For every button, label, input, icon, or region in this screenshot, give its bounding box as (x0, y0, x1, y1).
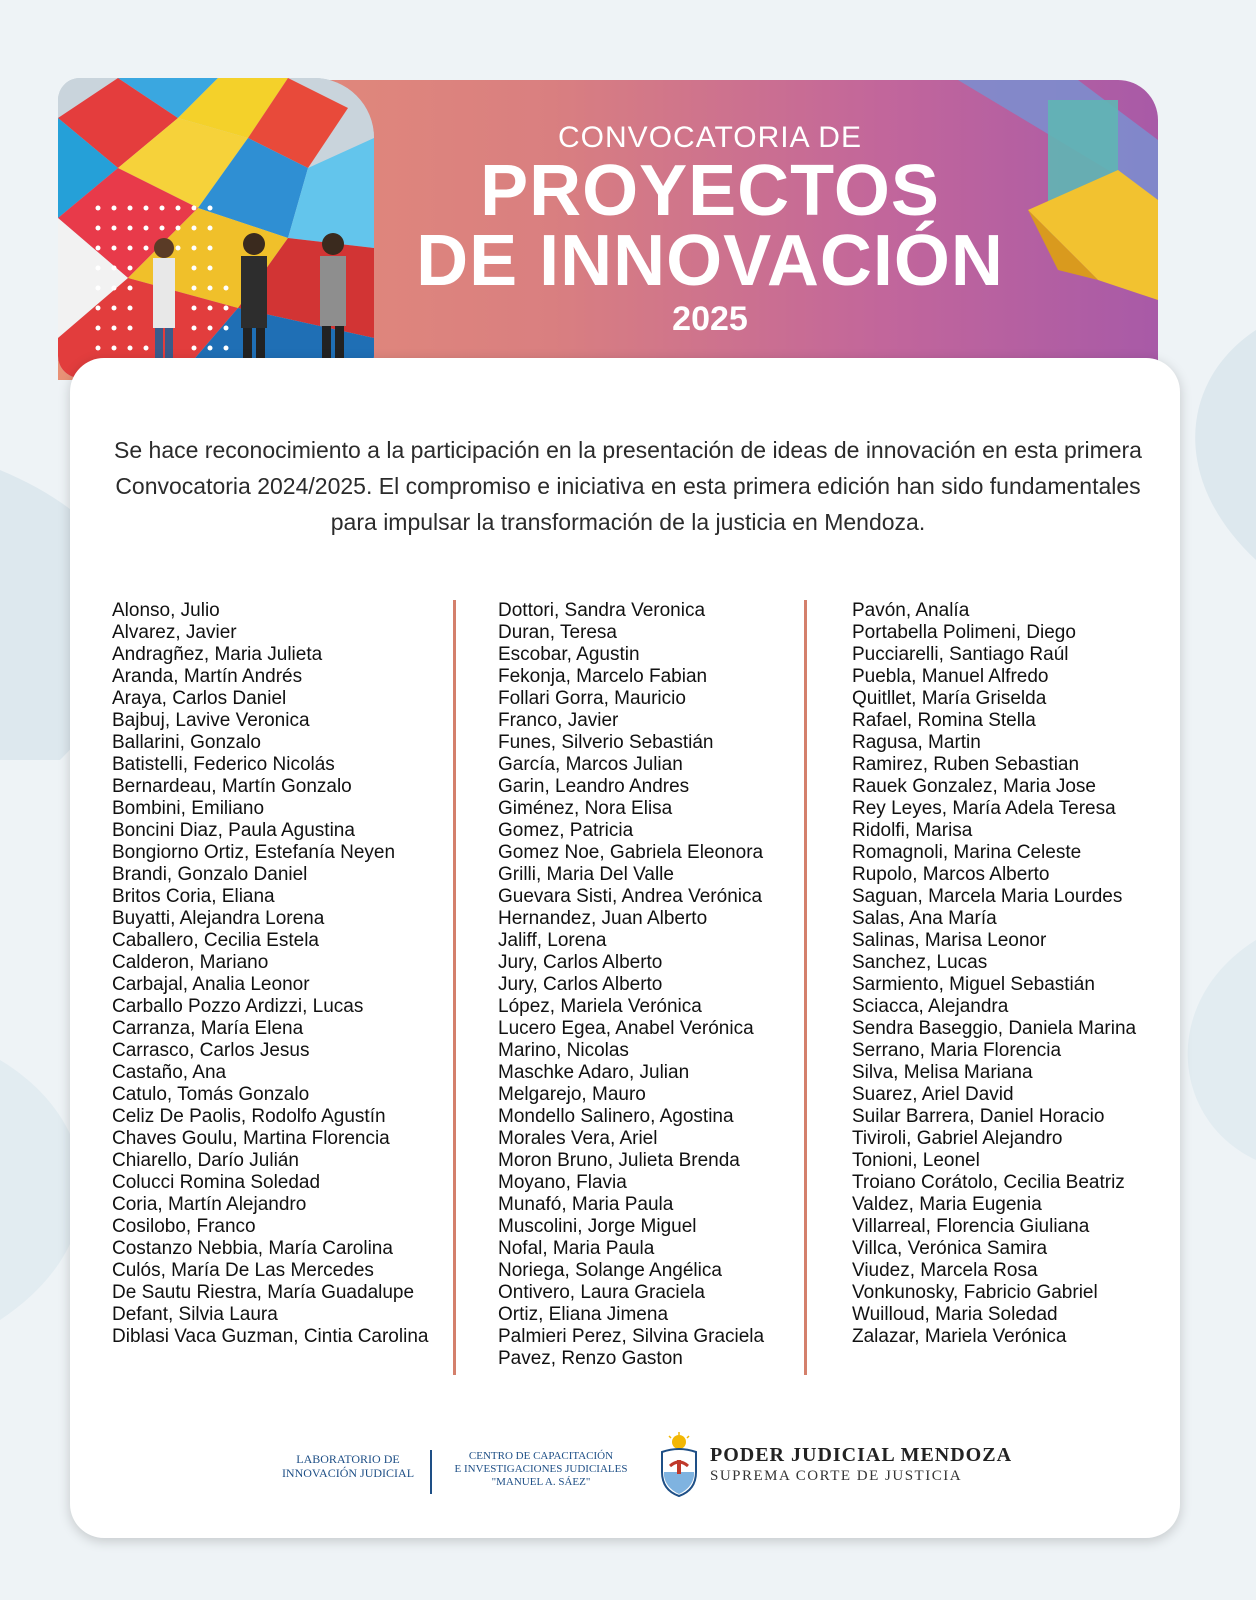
participant-name: Rafael, Romina Stella (852, 710, 1036, 731)
participant-name: Troiano Corátolo, Cecilia Beatriz (852, 1172, 1125, 1193)
participant-name: Jaliff, Lorena (498, 930, 607, 951)
participant-name: Ragusa, Martin (852, 732, 981, 753)
participant-name: Romagnoli, Marina Celeste (852, 842, 1082, 863)
participant-name: Calderon, Mariano (112, 952, 269, 973)
geodesic-sculpture-image (58, 78, 374, 378)
participant-name: Marino, Nicolas (498, 1040, 629, 1061)
intro-paragraph: Se hace reconocimiento a la participación en la presentación de ideas de innovación en esta primera Convocatoria 2024/2025. El compromiso e iniciativa en esta primera edición han sido fundamentales para impulsar la transformación de la justicia en Mendoza. (114, 437, 1142, 535)
participant-name: Buyatti, Alejandra Lorena (112, 908, 325, 929)
participant-name: Quitllet, María Griselda (852, 688, 1047, 709)
participant-name: Diblasi Vaca Guzman, Cintia Carolina (112, 1326, 429, 1347)
participant-name: De Sautu Riestra, María Guadalupe (112, 1282, 415, 1303)
mendoza-coat-of-arms-icon (656, 1432, 702, 1498)
participant-name: Carbajal, Analia Leonor (112, 974, 310, 995)
participant-name: Hernandez, Juan Alberto (498, 908, 708, 929)
participant-name: Giménez, Nora Elisa (498, 798, 673, 819)
participant-name: Alonso, Julio (112, 600, 220, 621)
participant-name: Andragñez, Maria Julieta (112, 644, 323, 665)
participant-name: Ortiz, Eliana Jimena (498, 1304, 669, 1325)
participant-name: Pavez, Renzo Gaston (498, 1348, 683, 1369)
participant-name: Araya, Carlos Daniel (112, 688, 287, 709)
participant-name: Villarreal, Florencia Giuliana (852, 1216, 1090, 1237)
participant-name: Sarmiento, Miguel Sebastián (852, 974, 1095, 995)
lab-line-1: LABORATORIO DE (296, 1452, 400, 1466)
participant-name: López, Mariela Verónica (498, 996, 702, 1017)
participant-name: Chaves Goulu, Martina Florencia (112, 1128, 390, 1149)
centro-line-1: CENTRO DE CAPACITACIÓN (468, 1450, 614, 1462)
participant-name: Garin, Leandro Andres (498, 776, 690, 797)
participant-name: Carranza, María Elena (112, 1018, 304, 1039)
participant-name: Noriega, Solange Angélica (498, 1260, 722, 1281)
participant-name: Britos Coria, Eliana (112, 886, 275, 907)
participant-name: García, Marcos Julian (498, 754, 683, 775)
participants-column-2 (498, 600, 764, 1370)
participant-name: Suilar Barrera, Daniel Horacio (852, 1106, 1105, 1127)
participant-name: Palmieri Perez, Silvina Graciela (498, 1326, 765, 1347)
participant-name: Jury, Carlos Alberto (498, 952, 663, 973)
participant-name: Funes, Silverio Sebastián (498, 732, 714, 753)
participant-name: Carballo Pozzo Ardizzi, Lucas (112, 996, 364, 1017)
participant-name: Rey Leyes, María Adela Teresa (852, 798, 1116, 819)
participant-name: Sendra Baseggio, Daniela Marina (852, 1018, 1137, 1039)
participant-name: Chiarello, Darío Julián (112, 1150, 299, 1171)
participant-name: Serrano, Maria Florencia (852, 1040, 1062, 1061)
participant-name: Castaño, Ana (112, 1062, 227, 1083)
participant-name: Batistelli, Federico Nicolás (112, 754, 335, 775)
participant-name: Pavón, Analía (852, 600, 970, 621)
participant-name: Puebla, Manuel Alfredo (852, 666, 1049, 687)
participant-name: Salas, Ana María (852, 908, 997, 929)
participant-name: Morales Vera, Ariel (498, 1128, 658, 1149)
participant-name: Rupolo, Marcos Alberto (852, 864, 1050, 885)
hero-photo (58, 78, 374, 378)
participant-name: Culós, María De Las Mercedes (112, 1260, 374, 1281)
participant-name: Mondello Salinero, Agostina (498, 1106, 734, 1127)
participant-name: Guevara Sisti, Andrea Verónica (498, 886, 763, 907)
title-convocatoria: CONVOCATORIA DE (558, 121, 862, 154)
footer-separator (430, 1450, 432, 1494)
poder-subtitle: SUPREMA CORTE DE JUSTICIA (710, 1468, 963, 1484)
participant-name: Boncini Diaz, Paula Agustina (112, 820, 355, 841)
laboratorio-logo (268, 1452, 428, 1480)
participant-name: Moyano, Flavia (498, 1172, 627, 1193)
participant-name: Bernardeau, Martín Gonzalo (112, 776, 352, 797)
title-proyectos: PROYECTOS (480, 151, 940, 231)
participant-name: Jury, Carlos Alberto (498, 974, 663, 995)
participant-name: Valdez, Maria Eugenia (852, 1194, 1042, 1215)
participant-name: Salinas, Marisa Leonor (852, 930, 1047, 951)
participant-name: Wuilloud, Maria Soledad (852, 1304, 1058, 1325)
participant-name: Viudez, Marcela Rosa (852, 1260, 1038, 1281)
participant-name: Munafó, Maria Paula (498, 1194, 674, 1215)
participant-name: Fekonja, Marcelo Fabian (498, 666, 708, 687)
participant-name: Ridolfi, Marisa (852, 820, 973, 841)
participant-name: Brandi, Gonzalo Daniel (112, 864, 308, 885)
participants-column-1 (112, 600, 428, 1348)
participant-name: Ramirez, Ruben Sebastian (852, 754, 1080, 775)
title-year: 2025 (672, 300, 748, 338)
participant-name: Bombini, Emiliano (112, 798, 265, 819)
poder-judicial-logo (710, 1444, 1012, 1486)
participant-name: Dottori, Sandra Veronica (498, 600, 706, 621)
participant-name: Tiviroli, Gabriel Alejandro (852, 1128, 1063, 1149)
participant-name: Duran, Teresa (498, 622, 617, 643)
participant-name: Nofal, Maria Paula (498, 1238, 655, 1259)
participant-name: Celiz De Paolis, Rodolfo Agustín (112, 1106, 386, 1127)
participant-name: Maschke Adaro, Julian (498, 1062, 690, 1083)
participant-name: Alvarez, Javier (112, 622, 237, 643)
participant-name: Bajbuj, Lavive Veronica (112, 710, 310, 731)
participant-name: Costanzo Nebbia, María Carolina (112, 1238, 393, 1259)
participant-name: Portabella Polimeni, Diego (852, 622, 1076, 643)
participant-name: Zalazar, Mariela Verónica (852, 1326, 1067, 1347)
participant-name: Ballarini, Gonzalo (112, 732, 261, 753)
participant-name: Sanchez, Lucas (852, 952, 988, 973)
participant-name: Lucero Egea, Anabel Verónica (498, 1018, 754, 1039)
participant-name: Vonkunosky, Fabricio Gabriel (852, 1282, 1098, 1303)
participant-name: Catulo, Tomás Gonzalo (112, 1084, 310, 1105)
participant-name: Rauek Gonzalez, Maria Jose (852, 776, 1096, 797)
participants-column-3 (852, 600, 1136, 1348)
participant-name: Grilli, Maria Del Valle (498, 864, 674, 885)
centro-capacitacion-logo (448, 1450, 634, 1489)
participant-name: Gomez, Patricia (498, 820, 634, 841)
participant-name: Suarez, Ariel David (852, 1084, 1014, 1105)
participant-name: Caballero, Cecilia Estela (112, 930, 319, 951)
poder-title: PODER JUDICIAL MENDOZA (710, 1444, 1013, 1466)
header-title-block (400, 120, 1020, 338)
participant-name: Sciacca, Alejandra (852, 996, 1009, 1017)
participant-name: Franco, Javier (498, 710, 619, 731)
participant-name: Saguan, Marcela Maria Lourdes (852, 886, 1123, 907)
participant-name: Defant, Silvia Laura (112, 1304, 278, 1325)
participant-name: Moron Bruno, Julieta Brenda (498, 1150, 740, 1171)
participant-name: Silva, Melisa Mariana (852, 1062, 1033, 1083)
participant-name: Aranda, Martín Andrés (112, 666, 303, 687)
participant-name: Bongiorno Ortiz, Estefanía Neyen (112, 842, 396, 863)
participant-name: Follari Gorra, Mauricio (498, 688, 686, 709)
participant-name: Pucciarelli, Santiago Raúl (852, 644, 1069, 665)
centro-line-3: "MANUEL A. SÁEZ" (491, 1476, 591, 1488)
title-innovacion: DE INNOVACIÓN (416, 221, 1004, 301)
column-divider-2 (804, 600, 807, 1375)
participant-name: Gomez Noe, Gabriela Eleonora (498, 842, 764, 863)
participant-name: Villca, Verónica Samira (852, 1238, 1048, 1259)
participant-name: Carrasco, Carlos Jesus (112, 1040, 310, 1061)
participant-name: Colucci Romina Soledad (112, 1172, 321, 1193)
participant-name: Tonioni, Leonel (852, 1150, 980, 1171)
column-divider-1 (453, 600, 456, 1375)
participant-name: Coria, Martín Alejandro (112, 1194, 307, 1215)
centro-line-2: E INVESTIGACIONES JUDICIALES (454, 1463, 628, 1475)
participant-name: Escobar, Agustin (498, 644, 640, 665)
participant-name: Cosilobo, Franco (112, 1216, 256, 1237)
lab-line-2: INNOVACIÓN JUDICIAL (281, 1466, 415, 1480)
participant-name: Melgarejo, Mauro (498, 1084, 646, 1105)
participant-name: Muscolini, Jorge Miguel (498, 1216, 697, 1237)
participant-name: Ontivero, Laura Graciela (498, 1282, 705, 1303)
